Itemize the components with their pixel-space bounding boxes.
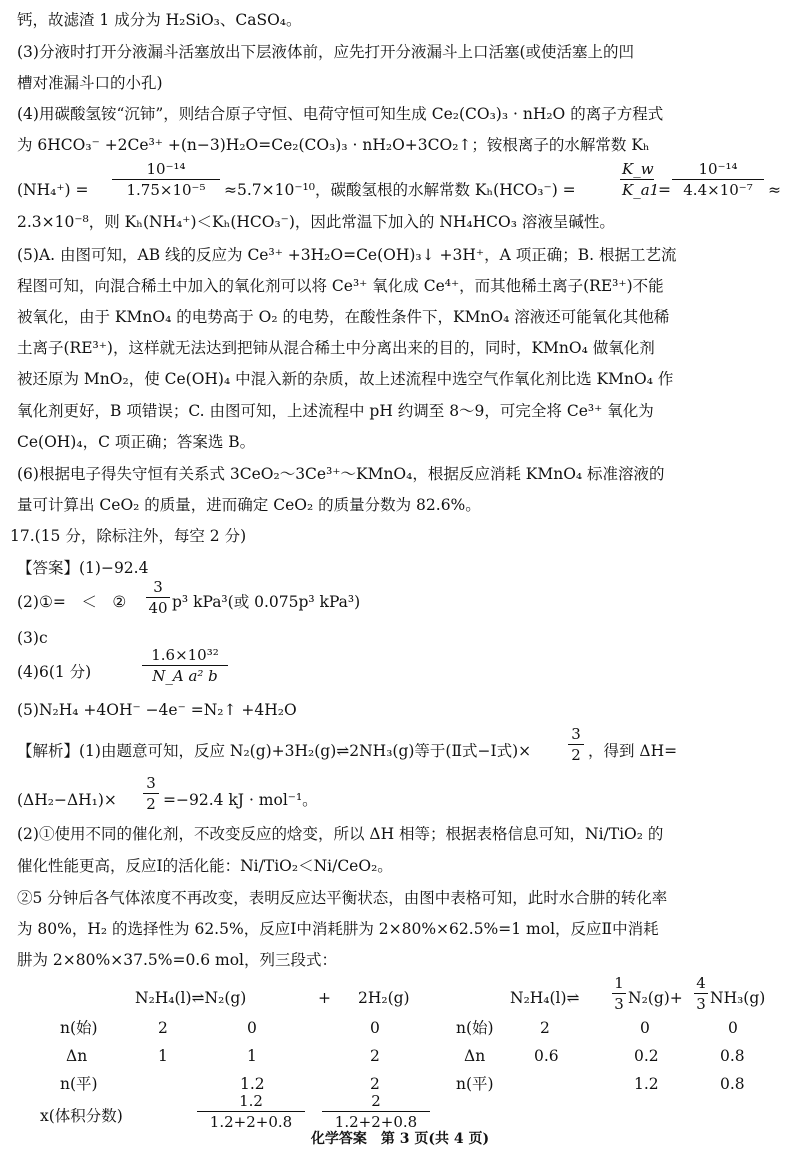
text-line: (2)①= ＜ ② (17, 593, 127, 611)
row-label: Δn (464, 1047, 486, 1065)
text-line: 槽对准漏斗口的小孔) (17, 74, 163, 92)
table-cell: 0.8 (720, 1075, 745, 1093)
table-cell: 1 (158, 1047, 168, 1065)
fraction: 10⁻¹⁴ 1.75×10⁻⁵ (112, 160, 220, 199)
text-line: 【解析】(1)由题意可知，反应 N₂(g)+3H₂(g)⇌2NH₃(g)等于(Ⅱ式−Ⅰ式)× (17, 742, 532, 760)
text-line: (5)N₂H₄ +4OH⁻ −4e⁻ =N₂↑ +4H₂O (17, 701, 297, 719)
table-cell: 2 (540, 1019, 550, 1037)
fraction: 1 3 (612, 974, 626, 1013)
text-line: (2)①使用不同的催化剂，不改变反应的焓变，所以 ΔH 相等；根据表格信息可知，Ni/TiO₂ 的 (17, 825, 664, 843)
text-line: ，得到 ΔH= (588, 742, 678, 760)
fraction: 1.2 1.2+2+0.8 (197, 1092, 305, 1131)
row-label: n(始) (456, 1019, 494, 1037)
table-header: N₂H₄(l)⇌ (510, 989, 580, 1007)
text-line: (3)c (17, 629, 48, 647)
table-cell: 1.2 (240, 1075, 265, 1093)
fraction: 3 2 (143, 774, 159, 813)
table-header: N₂H₄(l)⇌N₂(g) (135, 989, 247, 1007)
table-header: NH₃(g) (710, 989, 766, 1007)
table-cell: 0 (728, 1019, 738, 1037)
text-line: p³ kPa³(或 0.075p³ kPa³) (172, 593, 361, 611)
table-cell: 0.2 (634, 1047, 659, 1065)
text-line: (5)A. 由图可知，AB 线的反应为 Ce³⁺ +3H₂O=Ce(OH)₃↓ +3H⁺，A 项正确；B. 根据工艺流 (17, 246, 677, 264)
row-label: n(平) (456, 1075, 494, 1093)
fraction: 2 1.2+2+0.8 (322, 1092, 430, 1131)
table-header: 2H₂(g) (358, 989, 410, 1007)
text-line: (6)根据电子得失守恒有关系式 3CeO₂～3Ce³⁺～KMnO₄，根据反应消耗 KMnO₄ 标准溶液的 (17, 465, 665, 483)
table-cell: 0 (370, 1019, 380, 1037)
fraction: 3 2 (568, 725, 584, 764)
fraction: 4 3 (694, 974, 708, 1013)
text-line: 程图可知，向混合稀土中加入的氧化剂可以将 Ce³⁺ 氧化成 Ce⁴⁺，而其他稀土离子(RE³⁺)不能 (17, 277, 664, 295)
table-cell: 0.6 (534, 1047, 559, 1065)
text-line: 钙，故滤渣 1 成分为 H₂SiO₃、CaSO₄。 (17, 11, 302, 29)
table-cell: 1 (247, 1047, 257, 1065)
text-line: (4)6(1 分) (17, 663, 92, 681)
table-cell: 2 (370, 1047, 380, 1065)
text-line: ≈ (768, 181, 781, 199)
text-line: (NH₄⁺) = (17, 181, 89, 199)
text-line: =−92.4 kJ · mol⁻¹。 (163, 791, 318, 809)
fraction: 3 40 (146, 578, 170, 617)
table-cell: 2 (370, 1075, 380, 1093)
row-label: n(始) (60, 1019, 98, 1037)
text-line: (3)分液时打开分液漏斗活塞放出下层液体前，应先打开分液漏斗上口活塞(或使活塞上的凹 (17, 43, 635, 61)
text-line: (ΔH₂−ΔH₁)× (17, 791, 117, 809)
row-label: n(平) (60, 1075, 98, 1093)
table-cell: 0 (640, 1019, 650, 1037)
fraction: 1.6×10³² N_A a² b (142, 646, 228, 685)
row-label: x(体积分数) (40, 1107, 123, 1125)
text-line: 催化性能更高，反应Ⅰ的活化能：Ni/TiO₂＜Ni/CeO₂。 (17, 857, 393, 875)
fraction: 10⁻¹⁴ 4.4×10⁻⁷ (672, 160, 764, 199)
text-line: 2.3×10⁻⁸，则 Kₕ(NH₄⁺)＜Kₕ(HCO₃⁻)，因此常温下加入的 NH₄HCO₃ 溶液呈碱性。 (17, 213, 615, 231)
page-footer: 化学答案 第 3 页(共 4 页) (310, 1131, 490, 1147)
text-line: 被氧化，由于 KMnO₄ 的电势高于 O₂ 的电势，在酸性条件下，KMnO₄ 溶液还可能氧化其他稀 (17, 308, 670, 326)
table-cell: 1.2 (634, 1075, 659, 1093)
text-line: 量可计算出 CeO₂ 的质量，进而确定 CeO₂ 的质量分数为 82.6%。 (17, 496, 481, 514)
table-cell: 0.8 (720, 1047, 745, 1065)
text-line: 肼为 2×80%×37.5%=0.6 mol，列三段式： (17, 951, 338, 969)
fraction: K_w K_a1 (622, 160, 660, 199)
question-header: 17.(15 分，除标注外，每空 2 分) (10, 527, 247, 545)
text-line: 为 80%，H₂ 的选择性为 62.5%，反应Ⅰ中消耗肼为 2×80%×62.5%=1 mol，反应Ⅱ中消耗 (17, 920, 659, 938)
text-line: = (658, 181, 671, 199)
text-line: (4)用碳酸氢铵“沉铈”，则结合原子守恒、电荷守恒可知生成 Ce₂(CO₃)₃ · nH₂O 的离子方程式 (17, 105, 664, 123)
row-label: Δn (66, 1047, 88, 1065)
text-line: ②5 分钟后各气体浓度不再改变，表明反应达平衡状态，由图中表格可知，此时水合肼的转化率 (17, 889, 668, 907)
text-line: 为 6HCO₃⁻ +2Ce³⁺ +(n−3)H₂O=Ce₂(CO₃)₃ · nH₂O+3CO₂↑；铵根离子的水解常数 Kₕ (17, 136, 650, 154)
table-header: N₂(g)+ (628, 989, 683, 1007)
answer-heading: 【答案】(1)−92.4 (17, 559, 149, 577)
text-line: 被还原为 MnO₂，使 Ce(OH)₄ 中混入新的杂质，故上述流程中选空气作氧化剂比选 KMnO₄ 作 (17, 370, 674, 388)
text-line: ≈5.7×10⁻¹⁰，碳酸氢根的水解常数 Kₕ(HCO₃⁻) = (224, 181, 576, 199)
text-line: Ce(OH)₄，C 项正确；答案选 B。 (17, 433, 256, 451)
table-cell: 0 (247, 1019, 257, 1037)
table-header: + (318, 989, 331, 1007)
text-line: 氧化剂更好，B 项错误；C. 由图可知，上述流程中 pH 约调至 8～9，可完全将 Ce³⁺ 氧化为 (17, 402, 654, 420)
table-cell: 2 (158, 1019, 168, 1037)
text-line: 土离子(RE³⁺)，这样就无法达到把铈从混合稀土中分离出来的目的，同时，KMnO₄ 做氧化剂 (17, 339, 655, 357)
